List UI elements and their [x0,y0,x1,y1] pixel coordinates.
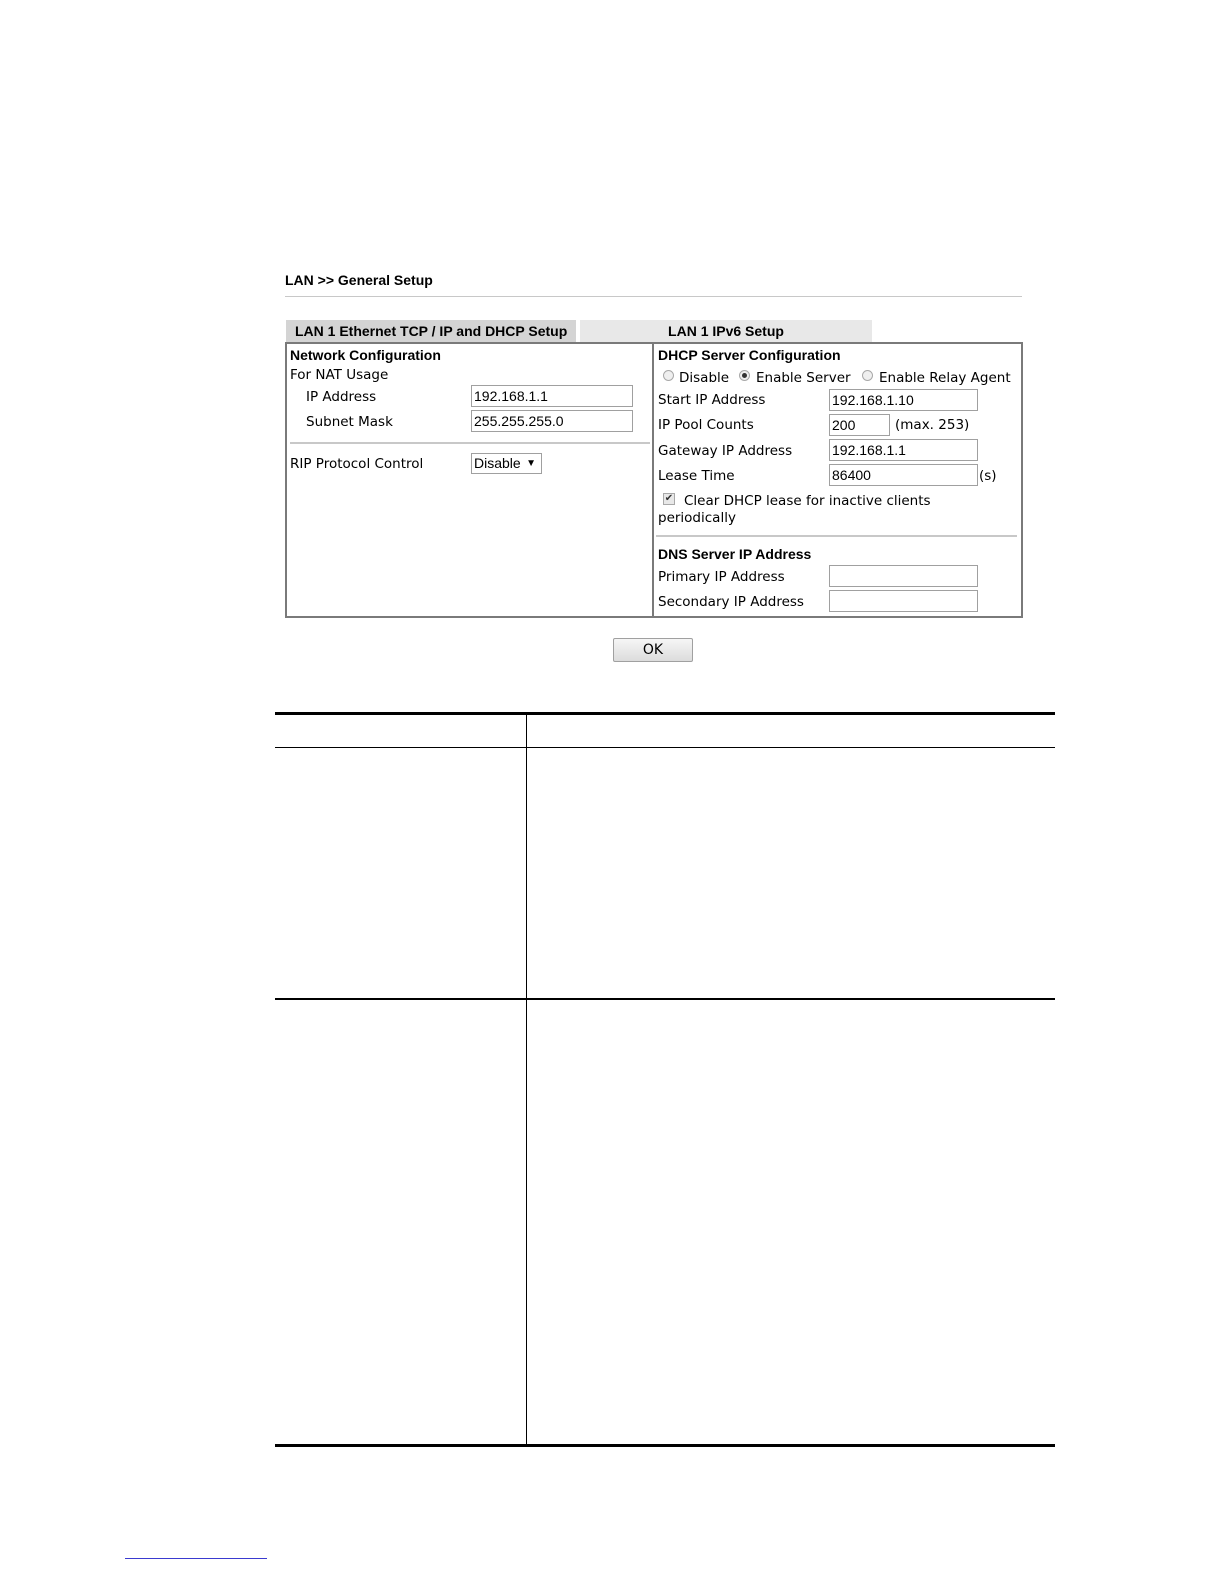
table-bottom-rule [275,1444,1055,1447]
checkmark-icon: ✔ [664,493,674,504]
clear-dhcp-label-line1: Clear DHCP lease for inactive clients [684,493,931,509]
rip-protocol-label: RIP Protocol Control [290,456,424,472]
clear-dhcp-checkbox[interactable] [663,493,675,505]
dhcp-disable-radio[interactable] [663,370,674,381]
dhcp-divider [656,535,1017,537]
tab-lan1-ethernet[interactable]: LAN 1 Ethernet TCP / IP and DHCP Setup [286,320,576,342]
dhcp-relay-agent-label: Enable Relay Agent [879,370,1011,386]
gateway-ip-input[interactable]: 192.168.1.1 [829,439,978,461]
start-ip-input[interactable]: 192.168.1.10 [829,389,978,411]
subnet-mask-input[interactable]: 255.255.255.0 [471,410,633,432]
secondary-dns-input[interactable] [829,590,978,612]
secondary-dns-label: Secondary IP Address [658,594,804,610]
breadcrumb: LAN >> General Setup [285,272,433,288]
nat-usage-label: For NAT Usage [290,367,389,383]
ip-address-input[interactable]: 192.168.1.1 [471,385,633,407]
subnet-mask-label: Subnet Mask [306,414,393,430]
table-row-rule [275,998,1055,1000]
rip-protocol-select[interactable] [471,453,542,474]
ip-pool-label: IP Pool Counts [658,417,754,433]
network-config-title: Network Configuration [290,347,441,363]
dhcp-enable-server-radio[interactable] [739,370,750,381]
clear-dhcp-label-line2: periodically [658,510,736,526]
footer-link-line [125,1558,267,1559]
dhcp-disable-label: Disable [679,370,730,386]
lease-time-unit: (s) [979,468,997,484]
primary-dns-label: Primary IP Address [658,569,785,585]
rip-protocol-value: Disable [474,455,521,471]
ok-button[interactable]: OK [613,638,693,662]
network-divider [290,442,650,444]
start-ip-label: Start IP Address [658,392,766,408]
table-column-divider [526,715,527,1445]
dropdown-arrow-icon: ▼ [526,458,536,469]
dhcp-config-title: DHCP Server Configuration [658,347,841,363]
ip-pool-hint: (max. 253) [895,417,970,433]
dhcp-relay-agent-radio[interactable] [862,370,873,381]
panel-divider [652,344,654,616]
ip-pool-input[interactable]: 200 [829,414,890,436]
gateway-ip-label: Gateway IP Address [658,443,793,459]
tab-lan1-ipv6[interactable]: LAN 1 IPv6 Setup [580,320,872,342]
lease-time-input[interactable]: 86400 [829,464,978,486]
breadcrumb-divider [285,296,1022,297]
primary-dns-input[interactable] [829,565,978,587]
table-top-rule [275,712,1055,715]
dhcp-enable-server-label: Enable Server [756,370,851,386]
lease-time-label: Lease Time [658,468,735,484]
ip-address-label: IP Address [306,389,377,405]
table-header-rule [275,747,1055,748]
dns-server-title: DNS Server IP Address [658,546,812,562]
